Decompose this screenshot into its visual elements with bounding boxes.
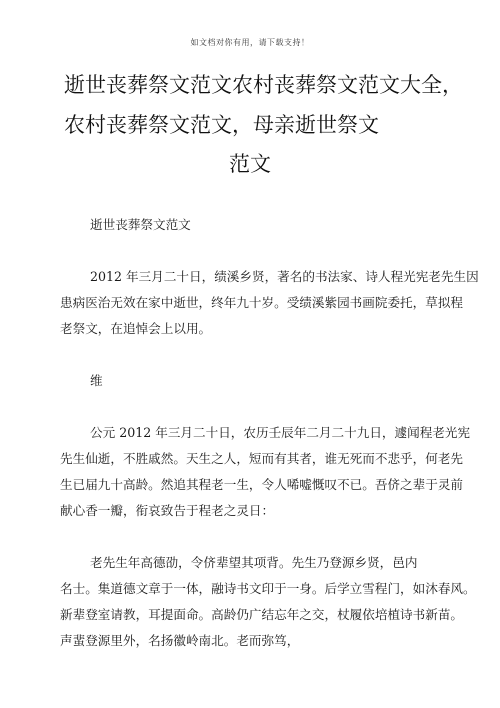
paragraph-1-line-1: 2012 年三月二十日，绩溪乡贤，著名的书法家、诗人程光宪老先生因: [90, 269, 479, 284]
document-title-line-3: 范文: [229, 152, 271, 176]
section-heading: 逝世丧葬祭文范文: [90, 217, 191, 232]
paragraph-1-line-3: 老祭文，在追悼会上以用。: [60, 321, 212, 336]
paragraph-2-line-4: 献心香一瓣，衔哀致告于程老之灵日：: [60, 503, 275, 518]
paragraph-2-line-3: 生已届九十高龄。然追其程老一生，令人唏嘘慨叹不已。吾侪之辈于灵前: [60, 477, 463, 492]
wei-line: 维: [90, 373, 103, 388]
paragraph-3-line-1: 老先生年高德劭，令侪辈望其项背。先生乃登源乡贤，邑内: [90, 555, 418, 570]
document-title-line-1: 逝世丧葬祭文范文农村丧葬祭文范文大全，: [64, 73, 463, 97]
document-title-line-2: 农村丧葬祭文范文，母亲逝世祭文: [64, 113, 379, 137]
paragraph-3-line-4: 声蜚登源里外，名扬徽岭南北。老而弥笃，: [60, 633, 300, 648]
paragraph-2-line-2: 先生仙逝，不胜戚然。天生之人，短而有其者，谁无死而不悲乎，何老先: [60, 451, 463, 466]
paragraph-3-line-2: 名士。集道德文章于一体，融诗书文印于一身。后学立雪程门，如沐春风。: [60, 581, 476, 596]
paragraph-3-line-3: 新辈登室请教，耳提面命。高龄仍广结忘年之交，杖履依培植诗书新苗。: [60, 607, 463, 622]
header-note: 如文档对你有用，请下载支持！: [190, 38, 310, 47]
paragraph-1-line-2: 患病医治无效在家中逝世，终年九十岁。受绩溪紫园书画院委托，草拟程: [60, 295, 463, 310]
paragraph-2-line-1: 公元 2012 年三月二十日，农历壬辰年二月二十九日，遽闻程老光宪: [90, 425, 471, 440]
